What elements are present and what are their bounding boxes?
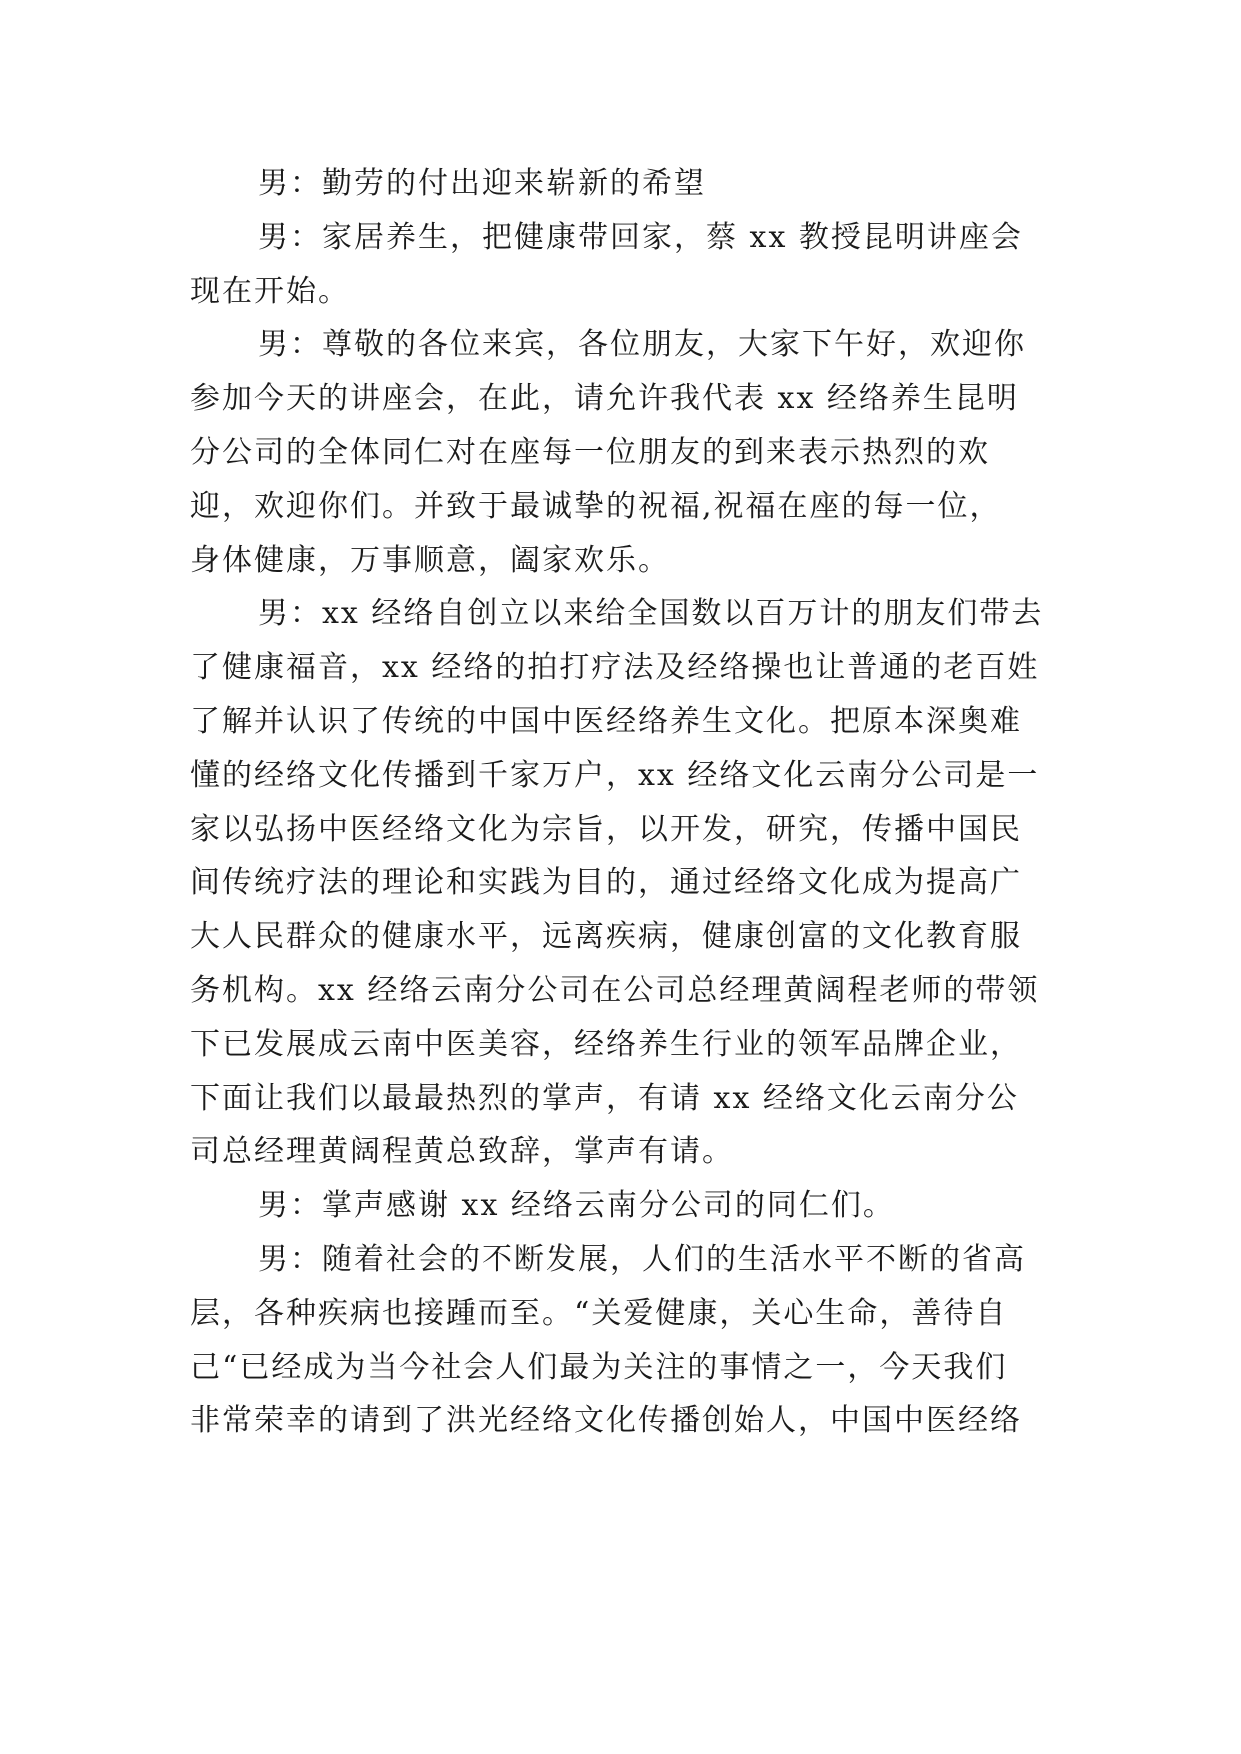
text-line: 了健康福音，xx 经络的拍打疗法及经络操也让普通的老百姓 [190,650,1040,686]
text-line: 男：掌声感谢 xx 经络云南分公司的同仁们。 [258,1188,895,1224]
text-line: 非常荣幸的请到了洪光经络文化传播创始人，中国中医经络 [190,1403,1022,1439]
text-line: 男：xx 经络自创立以来给全国数以百万计的朋友们带去 [258,596,1044,632]
text-line: 层，各种疾病也接踵而至。“关爱健康，关心生命，善待自 [190,1295,1008,1331]
text-line: 下面让我们以最最热烈的掌声，有请 xx 经络文化云南分公 [190,1080,1019,1116]
text-line: 司总经理黄阔程黄总致辞，掌声有请。 [190,1134,734,1170]
text-line: 了解并认识了传统的中国中医经络养生文化。把原本深奥难 [190,703,1022,739]
text-line: 务机构。xx 经络云南分公司在公司总经理黄阔程老师的带领 [190,972,1040,1008]
text-line: 男：随着社会的不断发展，人们的生活水平不断的省高 [258,1241,1026,1277]
text-line: 懂的经络文化传播到千家万户，xx 经络文化云南分公司是一 [190,757,1040,793]
text-line: 男：勤劳的付出迎来崭新的希望 [258,166,706,201]
text-line: 己“已经成为当今社会人们最为关注的事情之一，今天我们 [190,1349,1008,1385]
text-line: 家以弘扬中医经络文化为宗旨，以开发，研究，传播中国民 [190,811,1022,847]
document-body [190,157,1070,1448]
text-line: 参加今天的讲座会，在此，请允许我代表 xx 经络养生昆明 [190,381,1019,417]
text-line: 现在开始。 [190,273,350,309]
text-line: 分公司的全体同仁对在座每一位朋友的到来表示热烈的欢 [190,434,990,470]
text-line: 下已发展成云南中医美容，经络养生行业的领军品牌企业， [190,1026,1022,1062]
text-line: 男：尊敬的各位来宾，各位朋友，大家下午好，欢迎你 [258,327,1026,363]
text-line: 身体健康，万事顺意，阖家欢乐。 [190,542,670,578]
text-line: 大人民群众的健康水平，远离疾病，健康创富的文化教育服 [190,919,1022,955]
text-line: 迎，欢迎你们。并致于最诚挚的祝福,祝福在座的每一位， [190,488,1002,524]
text-line: 男：家居养生，把健康带回家，蔡 xx 教授昆明讲座会 [258,219,1023,255]
text-line: 间传统疗法的理论和实践为目的，通过经络文化成为提高广 [190,865,1022,901]
